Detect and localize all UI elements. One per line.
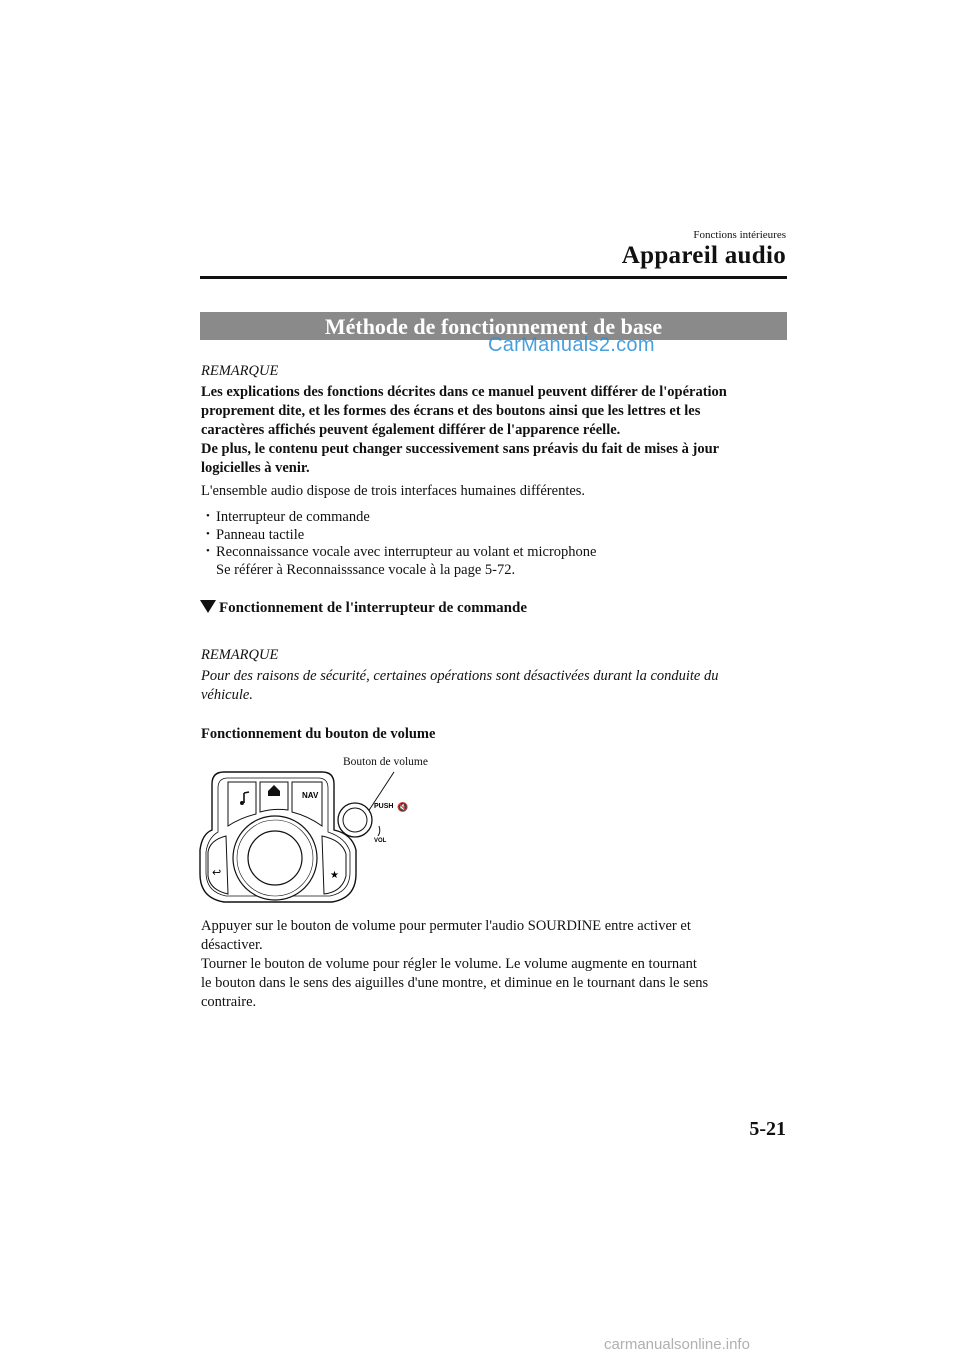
- back-icon: ↩: [212, 866, 222, 879]
- figure-callout: Bouton de volume: [343, 756, 428, 768]
- push-label: PUSH: [374, 803, 394, 810]
- subheading-text: Fonctionnement de l'interrupteur de commande: [219, 600, 528, 616]
- body-line: le bouton dans le sens des aiguilles d'une montre, et diminue en le tournant dans le sens: [201, 975, 709, 991]
- control-switch-illustration: [198, 766, 413, 911]
- list-item-reference: Se référer à Reconnaisssance vocale à la page 5-72.: [216, 561, 516, 578]
- section-label: Fonctions intérieures: [693, 229, 786, 241]
- body-line: Tourner le bouton de volume pour régler le volume. Le volume augmente en tournant: [201, 956, 697, 972]
- note-line: véhicule.: [201, 687, 253, 703]
- body-line: Appuyer sur le bouton de volume pour permuter l'audio SOURDINE entre activer et: [201, 918, 691, 934]
- mute-icon: 🔇: [397, 803, 409, 813]
- header-divider: [200, 276, 787, 279]
- section-banner: Méthode de fonctionnement de base: [200, 312, 787, 340]
- list-item: • Reconnaissance vocale avec interrupteur au volant et microphone: [206, 544, 786, 562]
- vol-label: VOL: [374, 838, 387, 844]
- note-line: De plus, le contenu peut changer successivement sans préavis du fait de mises à jour: [201, 441, 720, 457]
- note-line: Pour des raisons de sécurité, certaines opérations sont désactivées durant la conduite du: [201, 668, 719, 684]
- note-block-2: [201, 646, 791, 705]
- note-line: logicielles à venir.: [201, 460, 310, 476]
- star-icon: ★: [330, 870, 339, 881]
- volume-heading: Fonctionnement du bouton de volume: [201, 726, 436, 742]
- note-line: proprement dite, et les formes des écrans et des boutons ainsi que les lettres et les: [201, 403, 701, 419]
- note-line: caractères affichés peuvent également différer de l'apparence réelle.: [201, 422, 621, 438]
- note-block-1: [201, 362, 791, 478]
- nav-label: NAV: [302, 791, 319, 800]
- page-title: Appareil audio: [621, 242, 786, 269]
- note-text: [201, 667, 791, 705]
- page-number: 5-21: [749, 1118, 786, 1140]
- volume-arc-icon: [378, 826, 380, 836]
- volume-paragraph: [201, 917, 791, 1012]
- interface-list: [206, 509, 786, 579]
- subheading: [200, 600, 527, 617]
- body-line: désactiver.: [201, 937, 263, 953]
- note-label: REMARQUE: [201, 647, 279, 663]
- list-item: • Panneau tactile: [206, 527, 786, 545]
- body-line: contraire.: [201, 994, 257, 1010]
- watermark-bottom: carmanualsonline.info: [604, 1336, 750, 1353]
- list-item: • Interrupteur de commande: [206, 509, 786, 527]
- intro-paragraph: L'ensemble audio dispose de trois interfaces humaines différentes.: [201, 483, 586, 499]
- note-text: [201, 383, 791, 478]
- triangle-down-icon: [200, 600, 216, 613]
- note-line: Les explications des fonctions décrites dans ce manuel peuvent différer de l'opération: [201, 384, 727, 400]
- watermark-top: CarManuals2.com: [488, 334, 655, 356]
- note-label: REMARQUE: [201, 363, 279, 379]
- commander-knob-center: [248, 831, 302, 885]
